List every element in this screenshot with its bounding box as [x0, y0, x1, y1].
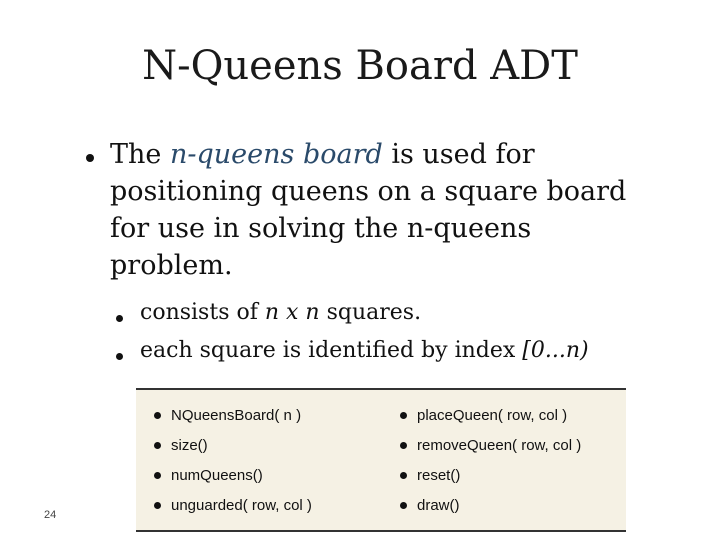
sub-bullet-2-text: each square is identified by index: [140, 338, 523, 363]
page-number: 24: [44, 509, 57, 521]
main-bullet-line2: positioning queens on a square board: [110, 176, 627, 207]
operation-label: NQueensBoard( n ): [171, 407, 302, 424]
operation-label: removeQueen( row, col ): [417, 437, 582, 454]
sub-bullet-1: [140, 298, 421, 328]
slide-title: N-Queens Board ADT: [142, 43, 578, 89]
operation-bullet-dot: [400, 442, 407, 449]
operation-label: unguarded( row, col ): [171, 497, 312, 514]
operation-bullet-dot: [154, 502, 161, 509]
operation-bullet-dot: [154, 472, 161, 479]
operation-label: draw(): [417, 497, 460, 514]
operation-label: reset(): [417, 467, 461, 484]
sub-bullet-1-text: consists of: [140, 300, 265, 325]
operation-label: size(): [171, 437, 208, 454]
sub-bullet-2-dot: [116, 353, 123, 360]
operation-item: [154, 406, 301, 426]
main-bullet-text: [110, 136, 670, 284]
operation-item: [400, 466, 460, 486]
operation-item: [400, 436, 581, 456]
operation-bullet-dot: [400, 502, 407, 509]
sub-bullet-1-dot: [116, 315, 123, 322]
main-bullet-emphasis: n-queens board: [169, 139, 383, 170]
sub-bullet-2-italic: [0...n): [522, 338, 589, 363]
operation-item: [154, 466, 263, 486]
main-bullet-dot: [86, 154, 94, 162]
main-bullet-line4: problem.: [110, 250, 233, 281]
operation-bullet-dot: [154, 442, 161, 449]
operation-item: [400, 496, 460, 516]
operation-item: [400, 406, 567, 426]
sub-bullet-1-italic: n x n: [264, 300, 320, 325]
operations-table: [136, 388, 626, 532]
operation-label: placeQueen( row, col ): [417, 407, 568, 424]
main-bullet-prefix: The: [110, 139, 170, 170]
operation-item: [154, 496, 312, 516]
operation-item: [154, 436, 208, 456]
operation-bullet-dot: [400, 472, 407, 479]
sub-bullet-1-suffix: squares.: [319, 300, 422, 325]
operation-label: numQueens(): [171, 467, 263, 484]
sub-bullet-2: [140, 336, 589, 366]
main-bullet-rest: is used for: [382, 139, 535, 170]
operation-bullet-dot: [154, 412, 161, 419]
operation-bullet-dot: [400, 412, 407, 419]
main-bullet-line3: for use in solving the n-queens: [110, 213, 532, 244]
